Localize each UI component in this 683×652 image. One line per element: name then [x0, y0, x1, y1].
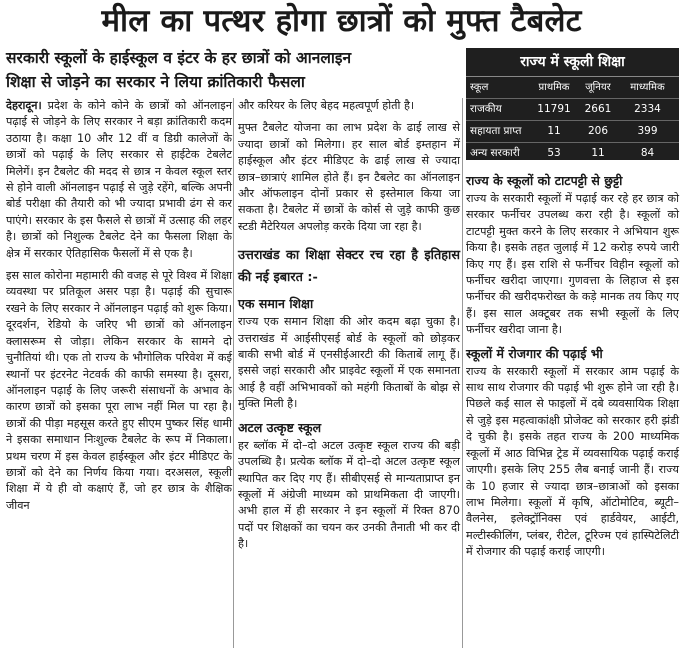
subheading: राज्य के स्कूलों को टाटपट्टी से छुट्टी: [466, 173, 623, 188]
column-left: [6, 98, 232, 520]
article-paragraph: राज्य के सरकारी स्कूलों में पढ़ाई कर रहे हर छात्र को सरकार फर्नीचर उपलब्ध करा रही है। स्कूलों को टाटपट्टी मुक्त करने के लिए सरकार ने अभियान शुरू किया है। इसके तहत जुलाई में 12 करोड़ रुपये जारी किए गए हैं। इस राशि से फर्नीचर विहीन स्कूलों को फर्नीचर खरीदा जाएगा। गुणवत्ता के लिहाज से इस फर्नीचर की खरीदफरोख्त के कड़े मानक तय किए गए हैं। इस साल अक्टूबर तक सभी स्कूलों के लिए फर्नीचर खरीदा जाना है।: [466, 192, 679, 337]
table-header-row: [466, 77, 679, 99]
subheading: एक समान शिक्षा: [238, 296, 314, 312]
paragraph-text: प्रदेश के कोने कोने के छात्रों को ऑनलाइन पढ़ाई से जोड़ने के लिए सरकार ने बड़ा क्रांतिकारी कदम उठाया है। कक्षा 10 और 12 वीं व डिग्री कालेजों के छात्रों को पढ़ाई के लिए सरकार से हाईटेक टेबलेट मिलेगें। इन टैबलेट की मदद से छात्र न केवल स्कूल स्तर से होने वाली ऑनलाइन पढ़ाई से जुड़े रहेंगे, बल्कि अपनी बोर्ड परीक्षा की तैयारी को भी ज्यादा प्रभावी ढंग से कर पाएंगे। सरकार के इस फैसले से छात्रों में उत्साह की लहर है। छात्रों को निशुल्क टैबलेट देने का फैसला शिक्षा के क्षेत्र में सरकार ऐतिहासिक फैसलों में से एक है।: [6, 99, 232, 260]
table-cell: 11: [591, 147, 605, 159]
table-cell: सहायता प्राप्त: [470, 125, 522, 137]
column-right: [466, 166, 679, 567]
table-row: [466, 99, 679, 121]
dateline: देहरादून।: [6, 99, 42, 112]
subheading: स्कूलों में रोजगार की पढ़ाई भी: [466, 345, 603, 361]
table-cell: राजकीय: [470, 103, 502, 115]
article-paragraph: राज्य के सरकारी स्कूलों में सरकार आम पढ़ाई के साथ साथ रोजगार की पढ़ाई भी शुरू होने जा रही है। पिछले कई साल से फाइलों में दबे व्यवसायिक शिक्षा से जुड़े इस महत्वाकांक्षी प्रोजेक्ट को सरकार हरी झंडी दे चुकी है। इसके तहत राज्य के 200 माध्यमिक स्कूलों में आठ विभिन्न ट्रेड में व्यवसायिक पढ़ाई कराई जाएगी। इसके लिए 255 लैब बनाई जानी हैं। राज्य के 10 हजार से ज्यादा छात्र–छात्राओं को इसका लाभ मिलेगा। स्कूलों में कृषि, ऑटोमोटिव, ब्यूटी–वैलनेस, इलेक्ट्रॉनिक्स एवं हार्डवेयर, आईटी, मल्टीस्कीलिंग, प्लंबर, रीटेल, टूरिज्म एवं हास्पिटेलिटी में रोजगार की पढ़ाई कराई जाएगी।: [466, 364, 679, 559]
article-paragraph: राज्य एक समान शिक्षा की ओर कदम बढ़ा चुका है। उत्तराखंड में आईसीएसई बोर्ड के स्कूलों को छोड़कर बाकी सभी बोर्ड में एनसीईआरटी की किताबें लागू हैं। इससे जहां सरकारी और प्राइवेट स्कूलों में एक समानता आई है वहीं अभिभावकों को महंगी किताबों के बोझ से मुक्ति मिली है।: [238, 315, 460, 411]
table-cell: 2334: [634, 103, 661, 115]
subheadline: [6, 46, 458, 94]
table-cell: 206: [587, 125, 609, 137]
column-middle: [238, 98, 460, 559]
table-header-cell: जूनियर: [585, 82, 611, 93]
article-paragraph: इस साल कोरोना महामारी की वजह से पूरे विश्व में शिक्षा व्यवस्था पर प्रतिकूल असर पड़ा है। पढ़ाई की सुचारू रखने के लिए सरकार ने ऑनलाइन पढ़ाई को शुरू किया। दूरदर्शन, रेडियो के जरिए भी छात्रों को ऑनलाइन क्लासरूम से जोड़ा। लेकिन सरकार के सामने दो चुनौतियां थी। एक तो राज्य के भौगोलिक परिवेश में कई स्थानों पर इंटरनेट नेटवर्क की काफी समस्या है। दूसरा, ऑनलाइन पढ़ाई के लिए जरूरी संसाधनों के अभाव के कारण छात्रों को इसका पूरा लाभ नहीं मिल पा रहा है। छात्रों की पीड़ा महसूस करते हुए सीएम पुष्कर सिंह धामी ने इसका समाधान निःशुल्क टैबलेट के रूप में निकाला। प्रथम चरण में इस केवल हाईस्कूल और इंटर मीडिएट के छात्रों को देने का निर्णय किया गया। दरअसल, स्कूली शिक्षा में ये ही वो कक्षाएं हैं, जो हर छात्र के शैक्षिक जीवन: [6, 269, 232, 512]
table-header-cell: माध्यमिक: [630, 82, 665, 93]
headline: मील का पत्थर होगा छात्रों को मुफ्त टैबलेट: [101, 3, 582, 39]
article-paragraph: और करियर के लिए बेहद महत्वपूर्ण होती है।: [238, 99, 415, 112]
column-divider: [233, 98, 234, 648]
table-title: राज्य में स्कूली शिक्षा: [466, 48, 679, 77]
article-paragraph: [6, 98, 232, 262]
article-paragraph: मुफ्त टैबलेट योजना का लाभ प्रदेश के ढाई लाख से ज्यादा छात्रों को मिलेगा। हर साल बोर्ड इम्तहान में हाईस्कूल और इंटर मीडिएट के ढाई लाख से ज्यादा छात्र–छात्राएं शामिल होते हैं। इन टैबलेट का ऑनलाइन और ऑफलाइन दोनों प्रकार से इस्तेमाल किया जा सकता है। टैबलेट में छात्रों के कोर्स से जुड़े काफी कुछ स्टडी मैटेरियल अपलोड़ करके दिया जा रहा है।: [238, 121, 460, 233]
table-cell: 2661: [584, 103, 612, 115]
table-cell: 11791: [537, 103, 571, 115]
table-header-cell: स्कूल: [470, 82, 489, 93]
section-title: उत्तराखंड का शिक्षा सेक्टर रच रहा है इतिहास की नई इबारत :-: [238, 248, 460, 286]
table-cell: 84: [640, 147, 655, 159]
subheadline-line-2: शिक्षा से जोड़ने का सरकार ने लिया क्रांतिकारी फैसला: [6, 73, 305, 91]
school-stats-table: [466, 48, 679, 160]
article-paragraph: हर ब्लॉक में दो–दो अटल उत्कृष्ट स्कूल राज्य की बड़ी उपलब्धि है। प्रत्येक ब्लॉक में दो–दो अटल उत्कृष्ट स्कूल स्थापित कर दिए गए हैं। सीबीएसई से मान्यताप्राप्त इन स्कूलों में अंग्रेजी माध्यम को प्राथमिकता दी जाएगी। अभी हाल में ही सरकार ने इन स्कूलों में रिक्त 870 पदों पर शिक्षकों का चयन कर उनकी तैनाती भी कर दी है।: [238, 438, 460, 551]
column-divider: [462, 98, 463, 648]
table-cell: 53: [547, 147, 561, 159]
table-cell: 11: [547, 125, 561, 137]
table-cell: अन्य सरकारी: [470, 147, 520, 159]
subheading: अटल उत्कृष्ट स्कूल: [238, 419, 322, 435]
table-cell: 399: [637, 125, 658, 137]
table-row: [466, 121, 679, 143]
table-header-cell: प्राथमिक: [538, 82, 570, 93]
table-row: [466, 143, 679, 164]
subheadline-line-1: सरकारी स्कूलों के हाईस्कूल व इंटर के हर छात्रों को आनलाइन: [6, 49, 352, 67]
